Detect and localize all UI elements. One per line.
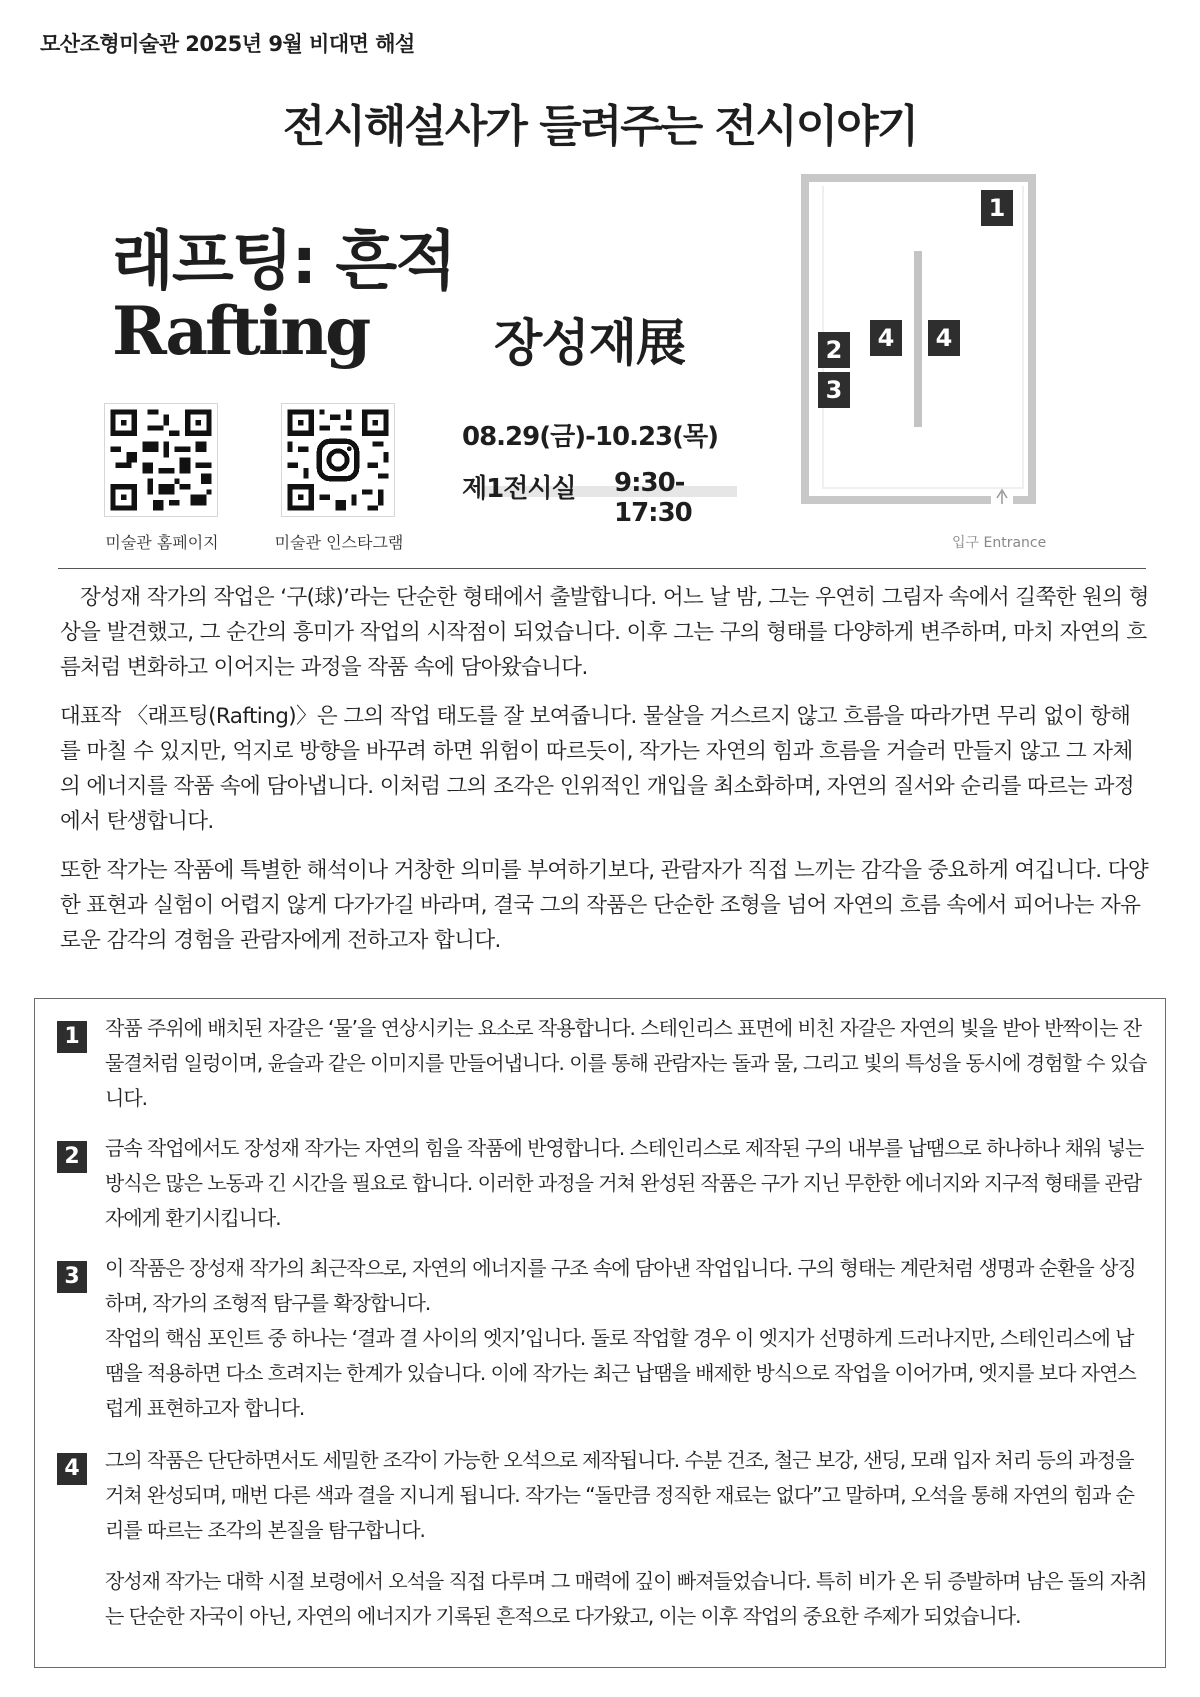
map-marker-2 [818, 332, 850, 368]
artwork-note-3 [57, 1239, 1151, 1426]
map-marker-1 [981, 190, 1013, 226]
exhibition-title-korean: 래프팅: 흔적 [112, 225, 455, 299]
exhibition-room: 제1전시실 [462, 474, 576, 504]
intro-text [60, 580, 1150, 972]
artwork-note-1 [57, 999, 1151, 1116]
artwork-number-badge: 3 [57, 1261, 87, 1293]
artwork-note-text: 이 작품은 장성재 작가의 최근작으로, 자연의 에너지를 구조 속에 담아낸 작업입니다. 구의 형태는 계란처럼 생명과 순환을 상징하며, 작가의 조형적 탐구를 확장합니다. [105, 1256, 1136, 1315]
qr-code-icon[interactable] [104, 403, 218, 517]
artwork-number-badge: 2 [57, 1141, 87, 1173]
artwork-note-text: 장성재 작가는 대학 시절 보령에서 오석을 직접 다루며 그 매력에 깊이 빠져들었습니다. 특히 비가 온 뒤 증발하며 남은 돌의 자취는 단순한 자국이 아닌, 자연의 에너지가 기록된 흔적으로 다가왔고, 이는 이후 작업의 중요한 주제가 되었습니다. [105, 1569, 1147, 1628]
map-marker-4-left [870, 320, 902, 356]
intro-paragraph: 또한 작가는 작품에 특별한 해석이나 거창한 의미를 부여하기보다, 관람자가 직접 느끼는 감각을 중요하게 여깁니다. 다양한 표현과 실험이 어렵지 않게 다가가길 바라며, 결국 그의 작품은 단순한 조형을 넘어 자연의 흐름 속에서 피어나는 자유로운 감각의 경험을 관람자에게 전하고자 합니다. [60, 858, 1149, 953]
top-label: 모산조형미술관 2025년 9월 비대면 해설 [40, 32, 415, 56]
entrance-label: 입구 Entrance [952, 535, 1047, 551]
artwork-number-badge: 1 [57, 1021, 87, 1053]
artwork-number-badge: 4 [57, 1453, 87, 1485]
artwork-note-text: 그의 작품은 단단하면서도 세밀한 조각이 가능한 오석으로 제작됩니다. 수분 건조, 철근 보강, 샌딩, 모래 입자 처리 등의 과정을 거쳐 완성되며, 매번 다른 색과 결을 지니게 됩니다. 작가는 “돌만큼 정직한 재료는 없다”고 말하며, 오석을 통해 자연의 힘과 순리를 따르는 조각의 본질을 탐구합니다. [105, 1448, 1134, 1542]
map-marker-3 [818, 372, 850, 408]
artwork-note-4 [57, 1431, 1151, 1634]
artwork-note-text: 금속 작업에서도 장성재 작가는 자연의 힘을 작품에 반영합니다. 스테인리스로 제작된 구의 내부를 납땜으로 하나하나 채워 넣는 방식은 많은 노동과 긴 시간을 필요로 합니다. 이러한 과정을 거쳐 완성된 작품은 구가 지닌 무한한 에너지와 지구적 형태를 관람자에게 환기시킵니다. [105, 1136, 1144, 1230]
exhibition-title-english: Rafting [112, 292, 369, 370]
artwork-note-text: 작품 주위에 배치된 자갈은 ‘물’을 연상시키는 요소로 작용합니다. 스테인리스 표면에 비친 자갈은 자연의 빛을 받아 반짝이는 잔물결처럼 일렁이며, 윤슬과 같은 이미지를 만들어냅니다. 이를 통해 관람자는 돌과 물, 그리고 빛의 특성을 동시에 경험할 수 있습니다. [105, 1016, 1147, 1110]
artist-name: 장성재展 [494, 314, 685, 372]
entrance-arrow-icon [997, 490, 1007, 504]
intro-paragraph: 장성재 작가의 작업은 ‘구(球)’라는 단순한 형태에서 출발합니다. 어느 날 밤, 그는 우연히 그림자 속에서 길쭉한 원의 형상을 발견했고, 그 순간의 흥미가 작업의 시작점이 되었습니다. 이후 그는 구의 형태를 다양하게 변주하며, 마치 자연의 흐름처럼 변화하고 이어지는 과정을 작품 속에 담아왔습니다. [60, 585, 1149, 680]
exhibition-date: 08.29(금)-10.23(목) [462, 422, 719, 452]
artwork-note-text: 작업의 핵심 포인트 중 하나는 ‘결과 결 사이의 엣지’입니다. 돌로 작업할 경우 이 엣지가 선명하게 드러나지만, 스테인리스에 납땜을 적용하면 다소 흐려지는 한계가 있습니다. 이에 작가는 최근 납땜을 배제한 방식으로 작업을 이어가며, 엣지를 보다 자연스럽게 표현하고자 합니다. [105, 1326, 1136, 1420]
floor-map [800, 174, 1040, 504]
map-marker-label: 3 [825, 376, 843, 404]
map-marker-label: 4 [935, 324, 953, 352]
qr-caption-homepage: 미술관 홈페이지 [105, 533, 219, 552]
map-marker-label: 1 [988, 194, 1006, 222]
artwork-notes-box [34, 998, 1166, 1668]
instagram-qr-icon[interactable] [281, 403, 395, 517]
intro-paragraph: 대표작 〈래프팅(Rafting)〉은 그의 작업 태도를 잘 보여줍니다. 물살을 거스르지 않고 흐름을 따라가면 무리 없이 항해를 마칠 수 있지만, 억지로 방향을 바꾸려 하면 위험이 따르듯이, 작가는 자연의 힘과 흐름을 거슬러 만들지 않고 그 자체의 에너지를 작품 속에 담아냅니다. 이처럼 그의 조각은 인위적인 개입을 최소화하며, 자연의 질서와 순리를 따르는 과정에서 탄생합니다. [60, 704, 1135, 834]
page-title: 전시해설사가 들려주는 전시이야기 [282, 101, 918, 152]
map-marker-4-right [928, 320, 960, 356]
room-hours-row [462, 468, 737, 528]
divider [58, 568, 1146, 569]
artwork-note-2 [57, 1119, 1151, 1236]
qr-caption-instagram: 미술관 인스타그램 [274, 533, 404, 552]
opening-hours: 9:30-17:30 [614, 468, 692, 528]
map-marker-label: 2 [825, 336, 843, 364]
map-marker-label: 4 [877, 324, 895, 352]
